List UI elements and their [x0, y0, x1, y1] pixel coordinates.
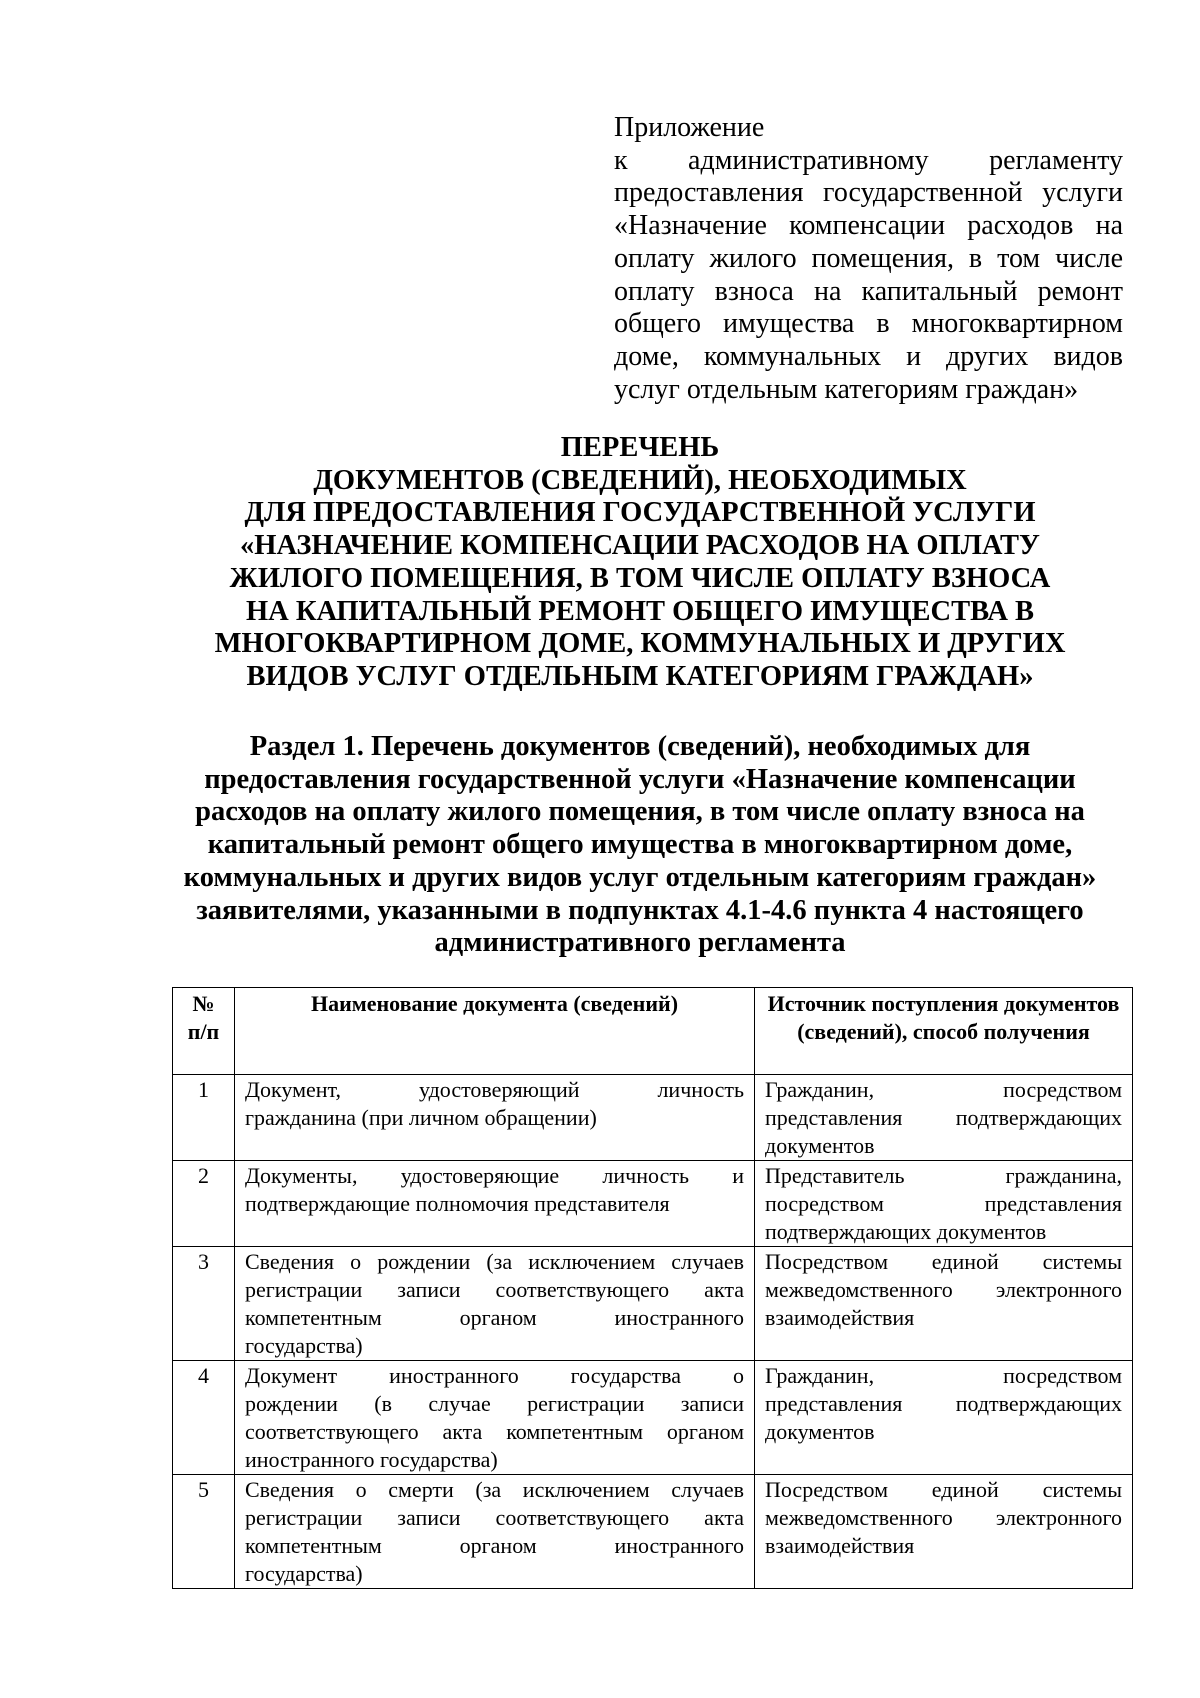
- header-name: Наименование документа (сведений): [235, 988, 755, 1075]
- section-line: административного регламента: [434, 927, 846, 959]
- appendix-line: «Назначение компенсации расходов на: [614, 210, 1123, 242]
- appendix-line: оплату жилого помещения, в том числе: [614, 242, 1123, 274]
- appendix-line: предоставления государственной услуги: [614, 177, 1123, 209]
- header-num: № п/п: [173, 988, 235, 1075]
- section-line: предоставления государственной услуги «Назначение компенсации: [204, 763, 1076, 795]
- appendix-note: [614, 112, 1123, 406]
- section-line: расходов на оплату жилого помещения, в том числе оплату взноса на: [195, 796, 1085, 828]
- table-row: [173, 1075, 1133, 1161]
- row-number: 2: [173, 1161, 235, 1247]
- table-header-row: [173, 988, 1133, 1075]
- document-source-cell: Посредством единой системы межведомственного электронного взаимодействия: [755, 1475, 1133, 1589]
- document-name-cell: Документ, удостоверяющий личность гражданина (при личном обращении): [235, 1075, 755, 1161]
- title-line: ЖИЛОГО ПОМЕЩЕНИЯ, В ТОМ ЧИСЛЕ ОПЛАТУ ВЗНОСА: [229, 562, 1051, 594]
- table-row: [173, 1361, 1133, 1475]
- table-row: [173, 1161, 1133, 1247]
- document-name-cell: Документ иностранного государства о рождении (в случае регистрации записи соответствующего акта компетентным органом иностранного государства): [235, 1361, 755, 1475]
- row-number: 4: [173, 1361, 235, 1475]
- document-source-cell: Представитель гражданина, посредством представления подтверждающих документов: [755, 1161, 1133, 1247]
- document-name-cell: Сведения о смерти (за исключением случаев регистрации записи соответствующего акта компетентным органом иностранного государства): [235, 1475, 755, 1589]
- row-number: 1: [173, 1075, 235, 1161]
- title-line: ДЛЯ ПРЕДОСТАВЛЕНИЯ ГОСУДАРСТВЕННОЙ УСЛУГИ: [244, 497, 1036, 529]
- document-title: [160, 432, 1120, 694]
- document-source-cell: Посредством единой системы межведомственного электронного взаимодействия: [755, 1247, 1133, 1361]
- header-source: Источник поступления документов (сведений), способ получения: [755, 988, 1133, 1075]
- title-line: МНОГОКВАРТИРНОМ ДОМЕ, КОММУНАЛЬНЫХ И ДРУГИХ: [214, 628, 1066, 660]
- document-name-cell: Документы, удостоверяющие личность и подтверждающие полномочия представителя: [235, 1161, 755, 1247]
- document-name-cell: Сведения о рождении (за исключением случаев регистрации записи соответствующего акта компетентным органом иностранного государства): [235, 1247, 755, 1361]
- documents-table: [172, 987, 1133, 1589]
- section-line: заявителями, указанными в подпунктах 4.1-4.6 пункта 4 настоящего: [196, 894, 1084, 926]
- table-row: [173, 1247, 1133, 1361]
- document-source-cell: Гражданин, посредством представления подтверждающих документов: [755, 1361, 1133, 1475]
- section-line: коммунальных и других видов услуг отдельным категориям граждан»: [183, 861, 1097, 893]
- title-line: НА КАПИТАЛЬНЫЙ РЕМОНТ ОБЩЕГО ИМУЩЕСТВА В: [245, 595, 1035, 627]
- appendix-line: к административному регламенту: [614, 144, 1123, 176]
- appendix-line: Приложение: [614, 112, 765, 143]
- title-line: «НАЗНАЧЕНИЕ КОМПЕНСАЦИИ РАСХОДОВ НА ОПЛАТУ: [240, 530, 1040, 562]
- appendix-line: общего имущества в многоквартирном: [614, 308, 1123, 340]
- appendix-line: доме, коммунальных и других видов: [614, 340, 1123, 372]
- row-number: 3: [173, 1247, 235, 1361]
- appendix-line: оплату взноса на капитальный ремонт: [614, 275, 1123, 307]
- section-line: капитальный ремонт общего имущества в многоквартирном доме,: [207, 829, 1073, 861]
- appendix-line: услуг отдельным категориям граждан»: [614, 373, 1079, 405]
- title-line: ВИДОВ УСЛУГ ОТДЕЛЬНЫМ КАТЕГОРИЯМ ГРАЖДАН»: [246, 660, 1034, 692]
- table-row: [173, 1475, 1133, 1589]
- section-heading: [160, 731, 1120, 960]
- section-line: Раздел 1. Перечень документов (сведений), необходимых для: [249, 731, 1031, 762]
- row-number: 5: [173, 1475, 235, 1589]
- title-line: ДОКУМЕНТОВ (СВЕДЕНИЙ), НЕОБХОДИМЫХ: [313, 464, 967, 496]
- document-source-cell: Гражданин, посредством представления подтверждающих документов: [755, 1075, 1133, 1161]
- title-line: ПЕРЕЧЕНЬ: [560, 432, 720, 463]
